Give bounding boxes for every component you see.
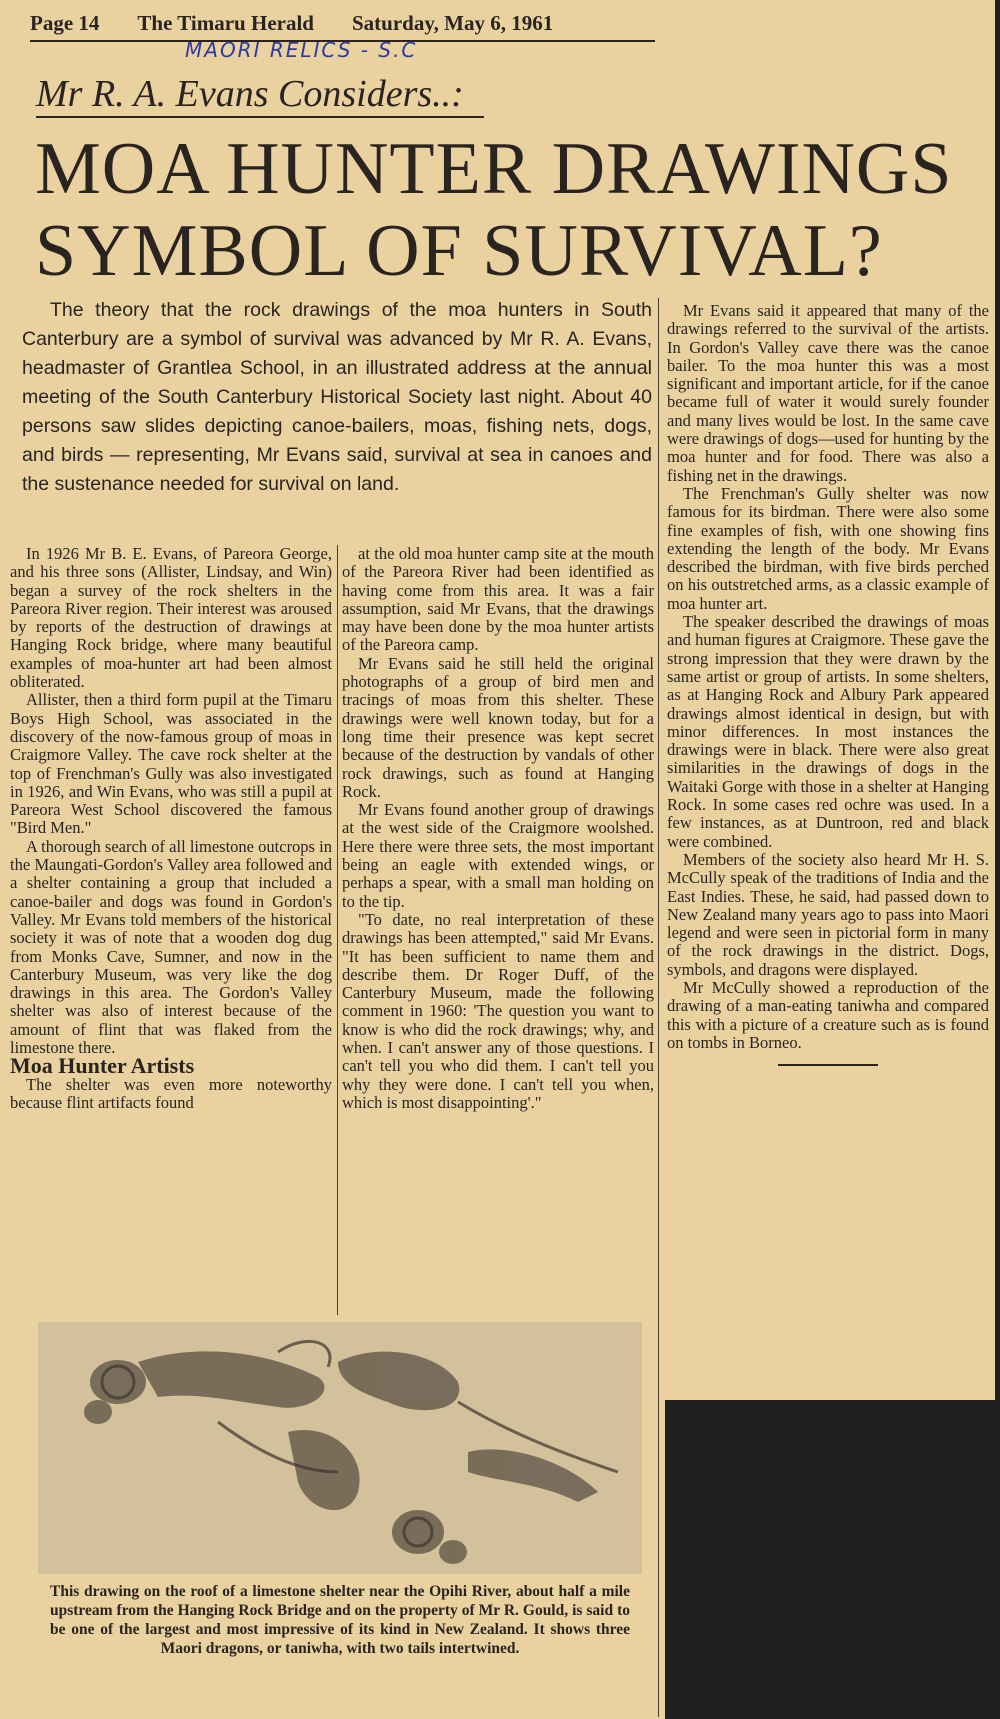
lead-paragraph: The theory that the rock drawings of the moa hunters in South Canterbury are a symbol of survival was advanced by Mr R. A. Evans, headmaster of Grantlea School, in an illustrated address at the annual meeting of the South Canterbury Historical Society last night. About 40 persons saw slides depicting canoe-bailers, moas, fishing nets, dogs, and birds — representing, Mr Evans said, survival at sea in canoes and the sustenance needed for survival on land. bbox=[22, 299, 652, 495]
column-rule bbox=[658, 298, 659, 1717]
article-column-1 bbox=[10, 545, 332, 1112]
paragraph: "To date, no real interpretation of these drawings has been attempted," said Mr Evans. "It has been sufficient to name them and describe them. Dr Roger Duff, of the Canterbury Museum, made the following comment in 1960: 'The question you want to know is who did the rock drawings; why, and when. I can't answer any of those questions. I can't tell you who did them. I can't tell you why they were done. I can't tell you when, which is most disappointing'." bbox=[342, 909, 654, 1112]
paragraph: The shelter was even more noteworthy because flint artifacts found bbox=[10, 1074, 332, 1112]
page-number: Page 14 bbox=[30, 10, 100, 35]
subheading: Moa Hunter Artists bbox=[10, 1053, 195, 1079]
paragraph: Mr Evans said it appeared that many of the drawings referred to the survival of the artists. In Gordon's Valley cave there was the canoe bailer. To the moa hunter this was a most significant and important article, for if the canoe became full of water it would surely founder and many lives would be lost. In the same cave were drawings of dogs—used for hunting by the moa hunter and for food. There was also a fishing net in the drawings. bbox=[667, 301, 989, 485]
background-table bbox=[665, 1400, 1000, 1719]
handwritten-annotation: MAORI RELICS - S.C bbox=[185, 38, 418, 62]
paragraph: In 1926 Mr B. E. Evans, of Pareora George, and his three sons (Allister, Lindsay, and Win) began a survey of the rock shelters in the Pareora River region. Their interest was aroused by reports of the destruction of drawings at Hanging Rock bridge, where many beautiful examples of moa-hunter art had been almost obliterated. bbox=[10, 544, 332, 692]
paragraph: Members of the society also heard Mr H. S. McCully speak of the traditions of India and the East Indies. These, he said, had passed down to New Zealand many years ago to pass into Maori legend and were seen in pictorial form in many of the rock drawings in the district. Dogs, symbols, and dragons were displayed. bbox=[667, 849, 989, 979]
column-rule bbox=[337, 545, 338, 1315]
masthead bbox=[30, 6, 655, 42]
paragraph: at the old moa hunter camp site at the mouth of the Pareora River had been identified as having come from this area. It was a fair assumption, said Mr Evans, that the drawings may have been done by the moa hunter artists of the Pareora camp. bbox=[342, 544, 654, 655]
headline-line-1: MOA HUNTER DRAWINGS bbox=[35, 128, 953, 210]
article-column-3 bbox=[667, 302, 989, 1066]
article-column-2 bbox=[342, 545, 654, 1112]
issue-date: Saturday, May 6, 1961 bbox=[351, 10, 554, 35]
end-rule bbox=[778, 1064, 878, 1066]
paragraph: The speaker described the drawings of moas and human figures at Craigmore. These gave the strong impression that they were drawn by the same artist or group of artists. In some shelters, as at Hanging Rock and Albury Park appeared drawings almost identical in design, but with minor differences. In most instances the drawings were in black. There were also great similarities in the drawings of dogs in the Waitaki Gorge with those in a shelter at Hanging Rock. In some cases red ochre was used. In a few instances, as at Duntroon, red and black were combined. bbox=[667, 612, 989, 851]
photo-caption: This drawing on the roof of a limestone shelter near the Opihi River, about half a mile upstream from the Hanging Rock Bridge and on the property of Mr R. Gould, is said to be one of the largest and most impressive of its kind in New Zealand. It shows three Maori dragons, or taniwha, with two tails intertwined. bbox=[50, 1583, 630, 1657]
headline bbox=[35, 128, 990, 292]
paragraph: Mr McCully showed a reproduction of the drawing of a man-eating taniwha and compared this with a picture of a creature such as is found on tombs in Borneo. bbox=[667, 977, 989, 1052]
paragraph: Mr Evans found another group of drawings at the west side of the Craigmore woolshed. Here there were three sets, the most important being an eagle with extended wings, or perhaps a spear, with a small man holding on to the tip. bbox=[342, 800, 654, 911]
rock-drawing-photo bbox=[38, 1322, 642, 1574]
paragraph: The Frenchman's Gully shelter was now famous for its birdman. There were also some fine examples of fish, with one showing fins extending the length of the body. Mr Evans described the birdman, with five birds perched on his outstretched arms, as a classic example of moa hunter art. bbox=[667, 483, 989, 613]
paragraph: Mr Evans said he still held the original photographs of a group of bird men and tracings of moas from this shelter. These drawings were well known today, but for a long time their presence was kept secret because of the destruction by vandals of other rock drawings, such as found at Hanging Rock. bbox=[342, 653, 654, 801]
taniwha-drawing bbox=[38, 1322, 642, 1574]
headline-line-2: SYMBOL OF SURVIVAL? bbox=[35, 210, 883, 292]
newspaper-name: The Timaru Herald bbox=[137, 10, 314, 35]
paragraph: Allister, then a third form pupil at the Timaru Boys High School, was associated in the discovery of the now-famous group of moas in Craigmore Valley. The cave rock shelter at the top of Frenchman's Gully was also investigated in 1926, and Win Evans, who was still a pupil at Pareora West School discovered the famous "Bird Men." bbox=[10, 690, 332, 838]
paragraph: A thorough search of all limestone outcrops in the Maungati-Gordon's Valley area followed and a shelter containing a group that included a canoe-bailer and dogs was found in Gordon's Valley. Mr Evans told members of the historical society it was of note that a wooden dog dug from Monks Cave, Sumner, and now in the Canterbury Museum, was very like the dog drawings in this area. The Gordon's Valley shelter was also of interest because of the amount of flint that was flaked from the limestone there. bbox=[10, 836, 332, 1058]
byline: Mr R. A. Evans Considers..: bbox=[36, 72, 484, 118]
